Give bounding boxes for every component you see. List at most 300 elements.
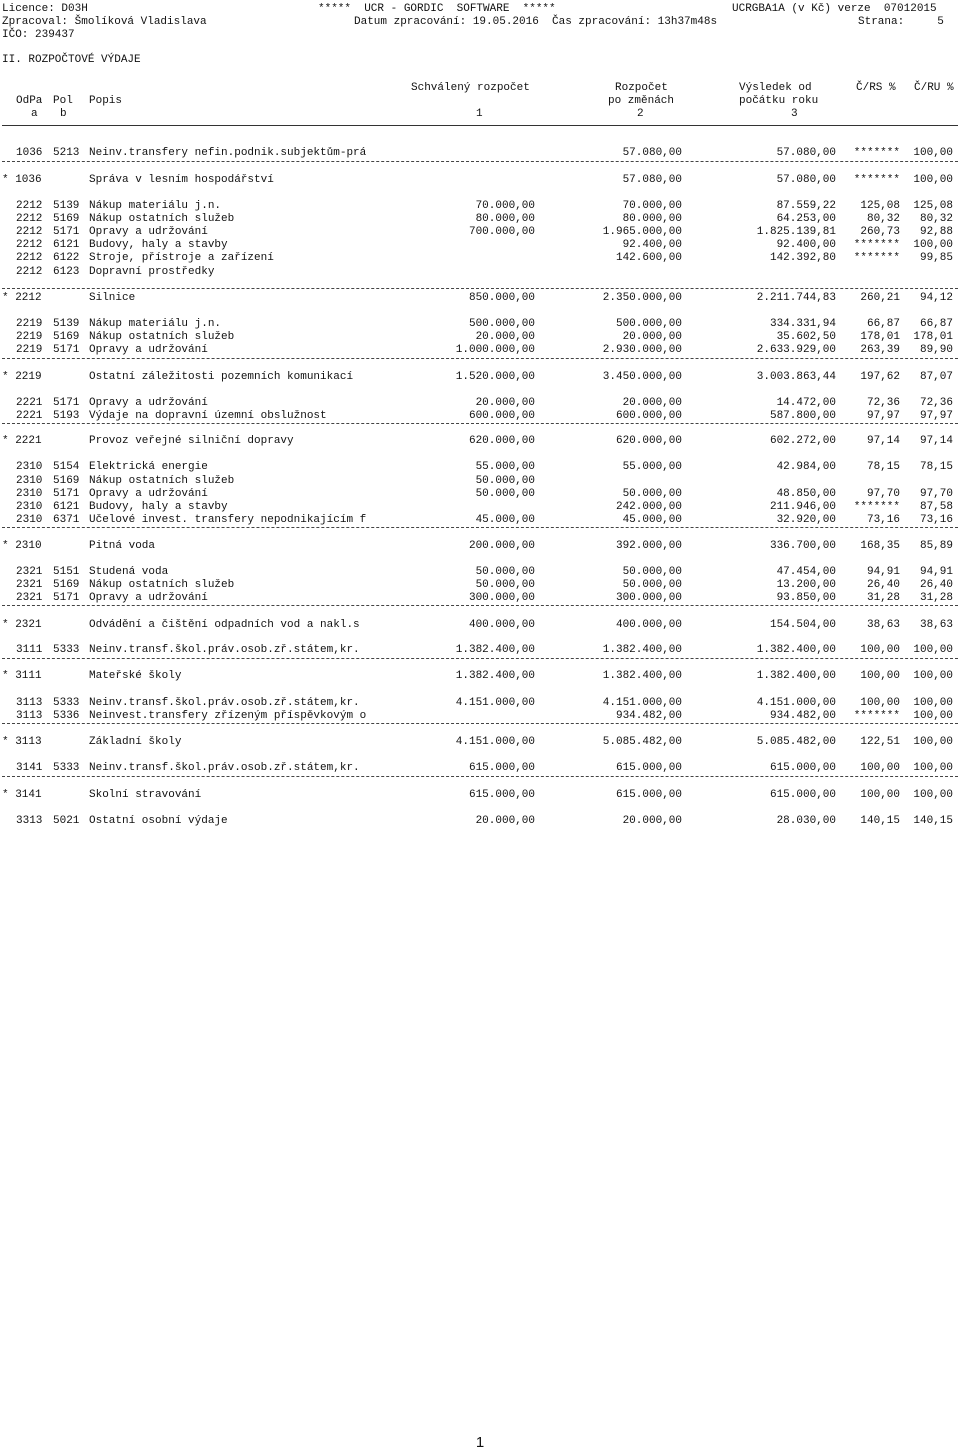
cell-desc: Neinv.transfery nefin.podnik.subjektům-prá [89, 147, 367, 159]
cell-odpa: * 2221 [2, 435, 42, 447]
table-row [0, 397, 960, 410]
cell-p1: 122,51 [860, 736, 900, 748]
table-row [0, 488, 960, 501]
cell-v3: 28.030,00 [776, 815, 836, 827]
cell-v1: 80.000,00 [475, 213, 535, 225]
cell-v1: 45.000,00 [475, 514, 535, 526]
cell-v3: 142.392,80 [769, 252, 836, 264]
cell-p1: 140,15 [860, 815, 900, 827]
cell-p1: 80,32 [866, 213, 900, 225]
cell-odpa: 2212 [16, 213, 43, 225]
table-row [0, 266, 960, 279]
cell-v2: 20.000,00 [622, 815, 682, 827]
cell-v2: 50.000,00 [622, 566, 682, 578]
version-text: UCRGBA1A (v Kč) verze 07012015 [732, 3, 937, 15]
col-num-2: 2 [637, 108, 644, 120]
cell-odpa: 3313 [16, 815, 43, 827]
cell-p1: 100,00 [860, 789, 900, 801]
table-row [0, 213, 960, 226]
cell-v3: 1.382.400,00 [756, 670, 836, 682]
cell-p2: 140,15 [913, 815, 953, 827]
cell-pol: 5333 [53, 697, 80, 709]
cell-desc: Odvádění a čištění odpadních vod a nakl.s [89, 619, 360, 631]
cell-p2: 38,63 [919, 619, 953, 631]
cell-desc: Účelové invest. transfery nepodnikajícím f [89, 514, 367, 526]
table-row [0, 815, 960, 828]
cell-v1: 1.000.000,00 [455, 344, 535, 356]
cell-desc: Pitná voda [89, 540, 156, 552]
col-a: a [31, 108, 38, 120]
cell-v3: 35.602,50 [776, 331, 836, 343]
cell-v3: 57.080,00 [776, 147, 836, 159]
table-row [0, 200, 960, 213]
cell-p1: ******* [853, 239, 900, 251]
table-row [0, 410, 960, 423]
cell-v1: 55.000,00 [475, 461, 535, 473]
col-num-3: 3 [791, 108, 798, 120]
subtotal-row [0, 736, 960, 749]
cell-v3: 934.482,00 [769, 710, 836, 722]
cell-v2: 615.000,00 [615, 762, 682, 774]
dashed-separator [2, 723, 958, 724]
cell-odpa: 3113 [16, 697, 43, 709]
table-row [0, 461, 960, 474]
cell-p2: 100,00 [913, 697, 953, 709]
col-odpa: OdPa [16, 95, 43, 107]
dashed-separator [2, 423, 958, 424]
cell-odpa: 2221 [16, 397, 43, 409]
table-row [0, 318, 960, 331]
cell-pol: 5213 [53, 147, 80, 159]
cell-p1: 178,01 [860, 331, 900, 343]
cell-p2: 178,01 [913, 331, 953, 343]
cell-v3: 87.559,22 [776, 200, 836, 212]
dashed-separator [2, 161, 958, 162]
cell-desc: Neinv.transf.škol.práv.osob.zř.státem,kr. [89, 644, 360, 656]
cell-v2: 500.000,00 [615, 318, 682, 330]
table-row [0, 475, 960, 488]
cell-p2: 66,87 [919, 318, 953, 330]
col-num-1: 1 [476, 108, 483, 120]
table-row [0, 566, 960, 579]
cell-p2: 94,91 [919, 566, 953, 578]
cell-pol: 6121 [53, 501, 80, 513]
cell-p1: ******* [853, 710, 900, 722]
cell-p2: 87,58 [919, 501, 953, 513]
cell-p1: 197,62 [860, 371, 900, 383]
cell-v2: 242.000,00 [615, 501, 682, 513]
cell-v2: 615.000,00 [615, 789, 682, 801]
cell-p2: 100,00 [913, 710, 953, 722]
cell-p2: 94,12 [919, 292, 953, 304]
cell-p2: 99,85 [919, 252, 953, 264]
cell-v1: 700.000,00 [468, 226, 535, 238]
table-row [0, 762, 960, 775]
cell-p2: 80,32 [919, 213, 953, 225]
cell-v2: 70.000,00 [622, 200, 682, 212]
cell-pol: 5333 [53, 644, 80, 656]
col-result-line2: počátku roku [739, 95, 819, 107]
cell-p1: 100,00 [860, 697, 900, 709]
cell-pol: 5171 [53, 397, 80, 409]
dashed-separator [2, 527, 958, 528]
cell-p1: 97,70 [866, 488, 900, 500]
col-ru-pct: Č/RU % [914, 82, 954, 94]
page-label-text: Strana: 5 [858, 16, 944, 28]
cell-odpa: * 3113 [2, 736, 42, 748]
cell-v2: 620.000,00 [615, 435, 682, 447]
cell-p1: 72,36 [866, 397, 900, 409]
software-text: ***** UCR - GORDIC SOFTWARE ***** [318, 3, 556, 15]
cell-v2: 50.000,00 [622, 488, 682, 500]
subtotal-row [0, 619, 960, 632]
subtotal-row [0, 789, 960, 802]
cell-desc: Neinv.transf.škol.práv.osob.zř.státem,kr. [89, 697, 360, 709]
cell-v2: 20.000,00 [622, 331, 682, 343]
cell-desc: Nákup materiálu j.n. [89, 318, 222, 330]
cell-v1: 200.000,00 [468, 540, 535, 552]
cell-v1: 400.000,00 [468, 619, 535, 631]
cell-v1: 4.151.000,00 [455, 697, 535, 709]
cell-v3: 336.700,00 [769, 540, 836, 552]
cell-v1: 70.000,00 [475, 200, 535, 212]
cell-p1: 100,00 [860, 644, 900, 656]
cell-v3: 14.472,00 [776, 397, 836, 409]
cell-v3: 602.272,00 [769, 435, 836, 447]
cell-odpa: 2221 [16, 410, 43, 422]
cell-desc: Silnice [89, 292, 136, 304]
cell-desc: Opravy a udržování [89, 226, 208, 238]
cell-pol: 5021 [53, 815, 80, 827]
cell-v1: 50.000,00 [475, 475, 535, 487]
cell-pol: 6371 [53, 514, 80, 526]
cell-v2: 142.600,00 [615, 252, 682, 264]
cell-desc: Správa v lesním hospodářství [89, 174, 274, 186]
dashed-separator [2, 605, 958, 606]
cell-odpa: * 3111 [2, 670, 42, 682]
cell-p1: 31,28 [866, 592, 900, 604]
cell-pol: 5154 [53, 461, 80, 473]
cell-v2: 600.000,00 [615, 410, 682, 422]
cell-v2: 92.400,00 [622, 239, 682, 251]
cell-desc: Výdaje na dopravní územní obslužnost [89, 410, 327, 422]
cell-odpa: 2212 [16, 252, 43, 264]
table-row [0, 147, 960, 160]
dashed-separator [2, 658, 958, 659]
cell-v1: 615.000,00 [468, 762, 535, 774]
cell-p1: 125,08 [860, 200, 900, 212]
cell-v3: 1.382.400,00 [756, 644, 836, 656]
cell-p1: 94,91 [866, 566, 900, 578]
cell-odpa: 2321 [16, 592, 43, 604]
cell-pol: 5139 [53, 318, 80, 330]
cell-pol: 6123 [53, 266, 80, 278]
cell-v3: 2.633.929,00 [756, 344, 836, 356]
cell-v1: 600.000,00 [468, 410, 535, 422]
subtotal-row [0, 371, 960, 384]
cell-v1: 50.000,00 [475, 566, 535, 578]
cell-desc: Studená voda [89, 566, 169, 578]
cell-v2: 300.000,00 [615, 592, 682, 604]
cell-pol: 5336 [53, 710, 80, 722]
processor-text: Zpracoval: Šmolíková Vladislava [2, 16, 207, 28]
cell-v3: 334.331,94 [769, 318, 836, 330]
table-row [0, 501, 960, 514]
cell-v2: 80.000,00 [622, 213, 682, 225]
cell-desc: Opravy a udržování [89, 344, 208, 356]
cell-v2: 3.450.000,00 [602, 371, 682, 383]
cell-desc: Školní stravování [89, 789, 202, 801]
cell-p2: 72,36 [919, 397, 953, 409]
cell-v1: 20.000,00 [475, 815, 535, 827]
cell-v3: 587.800,00 [769, 410, 836, 422]
cell-v3: 2.211.744,83 [756, 292, 836, 304]
cell-desc: Ostatní záležitosti pozemních komunikací [89, 371, 354, 383]
cell-p2: 100,00 [913, 789, 953, 801]
col-budget-line1: Rozpočet [615, 82, 668, 94]
col-rs-pct: Č/RS % [856, 82, 896, 94]
cell-p2: 87,07 [919, 371, 953, 383]
cell-v1: 4.151.000,00 [455, 736, 535, 748]
cell-v2: 1.382.400,00 [602, 670, 682, 682]
cell-p1: ******* [853, 501, 900, 513]
cell-p2: 100,00 [913, 147, 953, 159]
col-budget-line2: po změnách [608, 95, 675, 107]
cell-pol: 5171 [53, 226, 80, 238]
cell-desc: Budovy, haly a stavby [89, 501, 228, 513]
cell-pol: 5171 [53, 344, 80, 356]
cell-v3: 615.000,00 [769, 789, 836, 801]
cell-v2: 1.965.000,00 [602, 226, 682, 238]
cell-v2: 55.000,00 [622, 461, 682, 473]
cell-v3: 211.946,00 [769, 501, 836, 513]
cell-v3: 4.151.000,00 [756, 697, 836, 709]
licence-text: Licence: D03H [2, 3, 88, 15]
cell-p1: 260,21 [860, 292, 900, 304]
cell-desc: Budovy, haly a stavby [89, 239, 228, 251]
cell-odpa: 2212 [16, 226, 43, 238]
cell-v1: 300.000,00 [468, 592, 535, 604]
table-row [0, 252, 960, 265]
cell-v2: 2.350.000,00 [602, 292, 682, 304]
cell-p2: 97,70 [919, 488, 953, 500]
subtotal-row [0, 435, 960, 448]
cell-p2: 125,08 [913, 200, 953, 212]
cell-odpa: * 1036 [2, 174, 42, 186]
cell-odpa: * 2321 [2, 619, 42, 631]
cell-v1: 1.520.000,00 [455, 371, 535, 383]
table-row [0, 514, 960, 527]
processing-date-text: Datum zpracování: 19.05.2016 Čas zpracování: 13h37m48s [354, 16, 718, 28]
cell-odpa: 2321 [16, 566, 43, 578]
cell-p2: 100,00 [913, 762, 953, 774]
dashed-separator [2, 358, 958, 359]
cell-v3: 42.984,00 [776, 461, 836, 473]
cell-desc: Základní školy [89, 736, 182, 748]
cell-pol: 5169 [53, 213, 80, 225]
cell-desc: Nákup ostatních služeb [89, 331, 235, 343]
cell-v2: 5.085.482,00 [602, 736, 682, 748]
cell-odpa: * 3141 [2, 789, 42, 801]
cell-desc: Dopravní prostředky [89, 266, 215, 278]
section-title: II. ROZPOČTOVÉ VÝDAJE [2, 54, 141, 66]
subtotal-row [0, 292, 960, 305]
cell-v2: 934.482,00 [615, 710, 682, 722]
cell-odpa: 2310 [16, 475, 43, 487]
cell-v3: 5.085.482,00 [756, 736, 836, 748]
table-row [0, 710, 960, 723]
cell-v3: 93.850,00 [776, 592, 836, 604]
cell-desc: Nákup ostatních služeb [89, 579, 235, 591]
cell-odpa: 2321 [16, 579, 43, 591]
cell-v3: 13.200,00 [776, 579, 836, 591]
cell-odpa: 1036 [16, 147, 43, 159]
cell-odpa: * 2212 [2, 292, 42, 304]
cell-v1: 615.000,00 [468, 789, 535, 801]
cell-v2: 392.000,00 [615, 540, 682, 552]
cell-v1: 50.000,00 [475, 579, 535, 591]
col-b: b [60, 108, 67, 120]
cell-v3: 154.504,00 [769, 619, 836, 631]
cell-p1: ******* [853, 174, 900, 186]
cell-v1: 620.000,00 [468, 435, 535, 447]
cell-v1: 50.000,00 [475, 488, 535, 500]
cell-v1: 1.382.400,00 [455, 644, 535, 656]
dashed-separator [2, 288, 958, 289]
cell-p1: 100,00 [860, 670, 900, 682]
cell-p2: 100,00 [913, 239, 953, 251]
table-row [0, 644, 960, 657]
cell-p1: 78,15 [866, 461, 900, 473]
cell-v3: 57.080,00 [776, 174, 836, 186]
cell-odpa: 2310 [16, 488, 43, 500]
cell-desc: Stroje, přístroje a zařízení [89, 252, 274, 264]
cell-pol: 5171 [53, 488, 80, 500]
cell-desc: Elektrická energie [89, 461, 208, 473]
cell-pol: 5139 [53, 200, 80, 212]
dashed-separator [2, 776, 958, 777]
cell-p1: 66,87 [866, 318, 900, 330]
table-row [0, 592, 960, 605]
cell-pol: 5169 [53, 331, 80, 343]
ico-text: IČO: 239437 [2, 29, 75, 41]
cell-v2: 4.151.000,00 [602, 697, 682, 709]
table-row [0, 239, 960, 252]
cell-pol: 5169 [53, 475, 80, 487]
cell-odpa: 2212 [16, 266, 43, 278]
cell-p2: 100,00 [913, 174, 953, 186]
cell-p2: 92,88 [919, 226, 953, 238]
cell-p2: 78,15 [919, 461, 953, 473]
cell-p1: 97,14 [866, 435, 900, 447]
cell-pol: 5171 [53, 592, 80, 604]
cell-desc: Nákup materiálu j.n. [89, 200, 222, 212]
cell-odpa: 2219 [16, 344, 43, 356]
cell-odpa: * 2310 [2, 540, 42, 552]
cell-v3: 615.000,00 [769, 762, 836, 774]
cell-v2: 2.930.000,00 [602, 344, 682, 356]
cell-p1: 38,63 [866, 619, 900, 631]
cell-p2: 97,97 [919, 410, 953, 422]
cell-odpa: 2212 [16, 200, 43, 212]
cell-desc: Mateřské školy [89, 670, 182, 682]
cell-v1: 20.000,00 [475, 397, 535, 409]
table-row [0, 344, 960, 357]
cell-v3: 48.850,00 [776, 488, 836, 500]
col-pol: Pol [53, 95, 73, 107]
cell-v2: 50.000,00 [622, 579, 682, 591]
cell-v2: 57.080,00 [622, 147, 682, 159]
cell-pol: 6121 [53, 239, 80, 251]
cell-p1: 263,39 [860, 344, 900, 356]
subtotal-row [0, 540, 960, 553]
cell-p2: 85,89 [919, 540, 953, 552]
cell-desc: Opravy a udržování [89, 397, 208, 409]
cell-desc: Neinvest.transfery zřízeným příspěvkovým o [89, 710, 367, 722]
cell-v1: 500.000,00 [468, 318, 535, 330]
cell-pol: 5333 [53, 762, 80, 774]
cell-odpa: * 2219 [2, 371, 42, 383]
cell-p1: 97,97 [866, 410, 900, 422]
cell-desc: Nákup ostatních služeb [89, 213, 235, 225]
cell-desc: Provoz veřejné silniční dopravy [89, 435, 294, 447]
cell-v2: 57.080,00 [622, 174, 682, 186]
cell-p2: 100,00 [913, 644, 953, 656]
subtotal-row [0, 174, 960, 187]
table-row [0, 579, 960, 592]
cell-odpa: 3113 [16, 710, 43, 722]
cell-v2: 20.000,00 [622, 397, 682, 409]
cell-odpa: 3141 [16, 762, 43, 774]
cell-p1: 26,40 [866, 579, 900, 591]
cell-desc: Opravy a udržování [89, 592, 208, 604]
col-result-line1: Výsledek od [739, 82, 812, 94]
cell-odpa: 2310 [16, 501, 43, 513]
cell-p2: 89,90 [919, 344, 953, 356]
cell-p2: 97,14 [919, 435, 953, 447]
cell-p2: 26,40 [919, 579, 953, 591]
cell-odpa: 3111 [16, 644, 43, 656]
cell-v3: 92.400,00 [776, 239, 836, 251]
cell-odpa: 2310 [16, 514, 43, 526]
col-popis: Popis [89, 95, 123, 107]
cell-v3: 32.920,00 [776, 514, 836, 526]
cell-desc: Opravy a udržování [89, 488, 208, 500]
cell-v2: 1.382.400,00 [602, 644, 682, 656]
cell-v3: 3.003.863,44 [756, 371, 836, 383]
cell-v1: 1.382.400,00 [455, 670, 535, 682]
cell-pol: 5151 [53, 566, 80, 578]
cell-desc: Ostatní osobní výdaje [89, 815, 228, 827]
cell-desc: Nákup ostatních služeb [89, 475, 235, 487]
cell-pol: 5193 [53, 410, 80, 422]
table-row [0, 331, 960, 344]
cell-odpa: 2219 [16, 318, 43, 330]
cell-p1: ******* [853, 252, 900, 264]
subtotal-row [0, 670, 960, 683]
cell-v3: 1.825.139,81 [756, 226, 836, 238]
cell-v1: 850.000,00 [468, 292, 535, 304]
cell-odpa: 2212 [16, 239, 43, 251]
cell-pol: 6122 [53, 252, 80, 264]
page-number: 1 [475, 1434, 485, 1451]
cell-v1: 20.000,00 [475, 331, 535, 343]
table-row [0, 697, 960, 710]
cell-p1: ******* [853, 147, 900, 159]
table-row [0, 226, 960, 239]
cell-odpa: 2310 [16, 461, 43, 473]
cell-p1: 100,00 [860, 762, 900, 774]
